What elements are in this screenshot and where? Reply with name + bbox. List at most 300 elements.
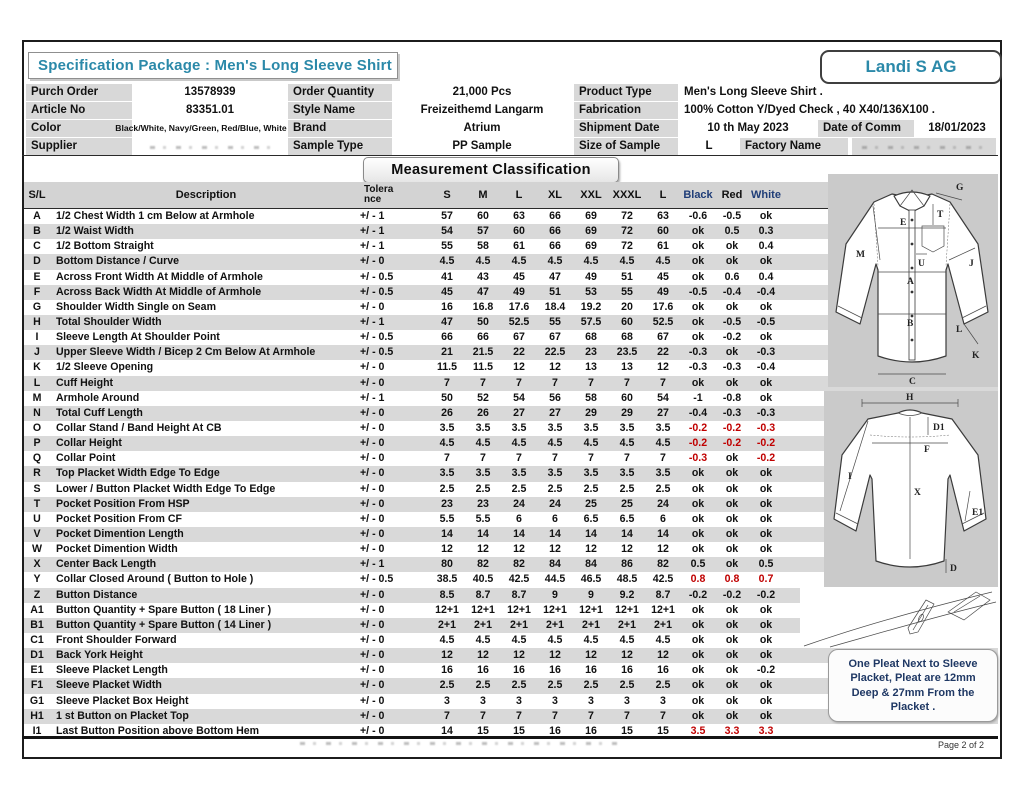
row-size-value: 12+1 [651, 603, 675, 616]
row-size-value: 12 [477, 543, 489, 556]
row-qc-value: 0.6 [724, 270, 740, 283]
row-qc-value: ok [725, 482, 739, 495]
row-qc-value: -0.2 [722, 437, 742, 450]
row-size-value: 82 [513, 558, 525, 571]
row-description: 1 st Button on Placket Top [56, 709, 189, 722]
row-size-value: 7 [624, 709, 630, 722]
color-label: Color [26, 120, 132, 137]
article-no-label: Article No [26, 102, 132, 119]
row-size-value: 7 [444, 709, 450, 722]
row-tolerance: +/ - 0 [360, 664, 385, 677]
sample-type-label: Sample Type [288, 138, 392, 155]
row-size-value: 12 [621, 649, 633, 662]
row-size-value: 12+1 [579, 603, 603, 616]
row-size-value: 54 [657, 391, 669, 404]
back-label-X: X [914, 488, 921, 498]
row-qc-value: -0.8 [722, 391, 742, 404]
row-size-value: 56 [549, 391, 561, 404]
row-size-value: 68 [621, 331, 633, 344]
row-size-value: 12 [549, 361, 561, 374]
row-size-value: 2.5 [619, 482, 635, 495]
row-size-value: 4.5 [475, 634, 491, 646]
row-size-value: 14 [477, 528, 489, 541]
row-tolerance: +/ - 0 [360, 679, 385, 692]
row-size-value: 6 [660, 512, 666, 525]
row-size-value: 11.5 [472, 361, 494, 374]
row-sl: C [33, 240, 41, 253]
row-qc-value: ok [691, 603, 705, 616]
row-size-value: 21 [441, 346, 453, 359]
row-qc-value: -0.2 [722, 588, 742, 601]
col-header-s: S [443, 188, 451, 201]
row-size-value: 22.5 [544, 346, 566, 359]
row-sl: H1 [30, 709, 44, 722]
row-qc-value: -0.5 [722, 210, 742, 223]
row-sl: C1 [30, 634, 44, 646]
col-header-red: Red [721, 188, 743, 201]
row-qc-value: -0.3 [688, 346, 708, 359]
row-qc-value: 0.3 [758, 225, 774, 238]
row-size-value: 8.7 [655, 588, 671, 601]
row-size-value: 60 [513, 225, 525, 238]
row-size-value: 46.5 [580, 573, 602, 586]
row-size-value: 72 [621, 210, 633, 223]
row-size-value: 5.5 [439, 512, 455, 525]
row-qc-value: ok [725, 240, 739, 253]
row-size-value: 52.5 [508, 316, 530, 329]
row-sl: F1 [30, 679, 44, 692]
row-size-value: 7 [444, 376, 450, 389]
row-qc-value: -0.4 [756, 361, 776, 374]
row-sl: D1 [30, 649, 44, 662]
row-qc-value: ok [759, 679, 773, 692]
row-size-value: 12+1 [543, 603, 567, 616]
row-qc-value: -0.3 [756, 422, 776, 435]
row-size-value: 7 [624, 376, 630, 389]
row-qc-value: ok [759, 694, 773, 707]
row-sl: G [32, 300, 42, 313]
row-size-value: 14 [585, 528, 597, 541]
col-header-xxxl: XXXL [612, 188, 642, 201]
row-qc-value: -0.2 [688, 588, 708, 601]
row-size-value: 86 [621, 558, 633, 571]
row-size-value: 4.5 [439, 437, 455, 450]
front-label-K: K [972, 351, 980, 361]
row-qc-value: 0.5 [690, 558, 706, 571]
row-size-value: 16 [549, 664, 561, 677]
row-size-value: 19.2 [580, 300, 602, 313]
row-size-value: 69 [585, 210, 597, 223]
row-qc-value: -0.4 [688, 406, 708, 419]
row-size-value: 7 [588, 376, 594, 389]
front-label-C: C [909, 377, 916, 387]
row-qc-value: ok [691, 482, 705, 495]
row-description: Collar Stand / Band Height At CB [56, 422, 222, 435]
col-header-black: Black [683, 188, 713, 201]
shipment-date-label: Shipment Date [574, 120, 678, 137]
bottom-smudge [300, 742, 620, 745]
factory-name-smudge [862, 146, 986, 149]
row-size-value: 14 [621, 528, 633, 541]
row-size-value: 42.5 [652, 573, 674, 586]
row-size-value: 4.5 [439, 634, 455, 646]
row-size-value: 3.5 [619, 422, 635, 435]
back-label-D: D [950, 564, 957, 574]
front-label-E: E [900, 218, 907, 228]
row-description: Back York Height [56, 649, 143, 662]
row-sl: Q [32, 452, 42, 465]
row-sl: H [33, 316, 41, 329]
row-size-value: 7 [552, 376, 558, 389]
row-size-value: 7 [480, 709, 486, 722]
row-size-value: 12 [657, 543, 669, 556]
row-size-value: 7 [516, 376, 522, 389]
row-size-value: 12+1 [435, 603, 459, 616]
row-description: Shoulder Width Single on Seam [56, 300, 216, 313]
row-qc-value: ok [725, 558, 739, 571]
note-box [828, 649, 998, 722]
row-size-value: 45 [657, 270, 669, 283]
row-tolerance: +/ - 0 [360, 255, 385, 268]
row-tolerance: +/ - 0 [360, 512, 385, 525]
row-size-value: 23 [441, 497, 453, 510]
row-qc-value: ok [691, 618, 705, 631]
row-size-value: 4.5 [511, 634, 527, 646]
row-tolerance: +/ - 0 [360, 649, 385, 662]
row-sl: O [32, 422, 42, 435]
row-size-value: 67 [549, 331, 561, 344]
row-qc-value: ok [759, 376, 773, 389]
row-size-value: 2.5 [475, 679, 491, 692]
row-size-value: 3.5 [511, 467, 527, 480]
row-qc-value: 0.4 [758, 270, 774, 283]
col-header-xxl: XXL [580, 188, 602, 201]
row-size-value: 40.5 [472, 573, 494, 586]
row-description: Button Quantity + Spare Button ( 18 Liner ) [56, 603, 272, 616]
row-size-value: 4.5 [439, 255, 455, 268]
row-qc-value: ok [725, 709, 739, 722]
row-sl: X [33, 558, 41, 571]
row-size-value: 57 [441, 210, 453, 223]
row-size-value: 15 [621, 724, 633, 737]
row-description: Button Quantity + Spare Button ( 14 Liner ) [56, 618, 272, 631]
row-size-value: 43 [477, 270, 489, 283]
row-size-value: 3.5 [655, 422, 671, 435]
row-size-value: 66 [477, 331, 489, 344]
row-size-value: 7 [660, 709, 666, 722]
row-size-value: 3.5 [583, 422, 599, 435]
row-size-value: 72 [621, 225, 633, 238]
brand-label: Brand [288, 120, 392, 137]
row-size-value: 3 [624, 694, 630, 707]
row-sl: G1 [29, 694, 45, 707]
row-size-value: 82 [477, 558, 489, 571]
row-size-value: 12 [585, 543, 597, 556]
front-label-A: A [907, 277, 914, 287]
row-size-value: 63 [657, 210, 669, 223]
row-qc-value: 3.3 [724, 724, 740, 737]
row-description: Front Shoulder Forward [56, 634, 177, 646]
row-description: Collar Point [56, 452, 116, 465]
row-size-value: 7 [516, 452, 522, 465]
row-size-value: 4.5 [583, 437, 599, 450]
front-label-U: U [918, 259, 925, 269]
style-name-value: Freizeithemd Langarm [420, 104, 544, 116]
row-size-value: 12 [477, 649, 489, 662]
row-size-value: 16 [441, 300, 453, 313]
row-size-value: 49 [657, 285, 669, 298]
row-size-value: 2.5 [619, 679, 635, 692]
row-size-value: 3.5 [511, 422, 527, 435]
row-size-value: 2+1 [510, 618, 528, 631]
row-sl: Z [33, 588, 41, 601]
row-tolerance: +/ - 0.5 [360, 346, 394, 359]
row-size-value: 7 [552, 452, 558, 465]
sleeve-placket-drawing [800, 588, 998, 648]
front-label-J: J [969, 259, 974, 269]
row-size-value: 29 [585, 406, 597, 419]
row-size-value: 63 [513, 210, 525, 223]
row-qc-value: ok [725, 452, 739, 465]
row-size-value: 61 [513, 240, 525, 253]
row-size-value: 68 [585, 331, 597, 344]
row-qc-value: ok [759, 497, 773, 510]
row-size-value: 4.5 [583, 255, 599, 268]
row-qc-value: ok [759, 709, 773, 722]
row-size-value: 4.5 [547, 437, 563, 450]
row-size-value: 16 [657, 664, 669, 677]
row-qc-value: ok [691, 467, 705, 480]
col-header-tolerance: Tolera nce [364, 184, 394, 205]
row-size-value: 4.5 [619, 634, 635, 646]
row-size-value: 60 [621, 391, 633, 404]
row-size-value: 26 [477, 406, 489, 419]
date-of-comm-label: Date of Comm [818, 120, 914, 137]
row-qc-value: ok [725, 497, 739, 510]
row-size-value: 17.6 [508, 300, 530, 313]
row-size-value: 84 [549, 558, 561, 571]
row-tolerance: +/ - 1 [360, 558, 385, 571]
row-size-value: 17.6 [652, 300, 674, 313]
row-tolerance: +/ - 0.5 [360, 331, 394, 344]
row-size-value: 2.5 [547, 482, 563, 495]
row-size-value: 3 [444, 694, 450, 707]
row-size-value: 23.5 [616, 346, 638, 359]
row-size-value: 57.5 [580, 316, 602, 329]
row-size-value: 22 [657, 346, 669, 359]
header-separator [22, 155, 998, 156]
fabrication-value: 100% Cotton Y/Dyed Check , 40 X40/136X100 . [684, 104, 935, 116]
row-size-value: 4.5 [511, 255, 527, 268]
row-qc-value: ok [759, 512, 773, 525]
row-size-value: 47 [477, 285, 489, 298]
row-size-value: 7 [588, 709, 594, 722]
row-size-value: 66 [441, 331, 453, 344]
row-description: Cuff Height [56, 376, 114, 389]
row-size-value: 13 [621, 361, 633, 374]
row-qc-value: ok [691, 649, 705, 662]
row-qc-value: ok [759, 649, 773, 662]
row-size-value: 84 [585, 558, 597, 571]
row-qc-value: ok [691, 694, 705, 707]
row-size-value: 4.5 [475, 437, 491, 450]
shipment-date-value: 10 th May 2023 [707, 122, 789, 134]
row-size-value: 55 [549, 316, 561, 329]
row-size-value: 7 [480, 376, 486, 389]
row-tolerance: +/ - 1 [360, 240, 385, 253]
col-header-xl: XL [547, 188, 563, 201]
row-qc-value: ok [759, 528, 773, 541]
row-size-value: 2+1 [546, 618, 564, 631]
row-qc-value: -0.3 [688, 452, 708, 465]
row-size-value: 3.5 [547, 467, 563, 480]
row-tolerance: +/ - 0.5 [360, 285, 394, 298]
row-tolerance: +/ - 0 [360, 467, 385, 480]
row-size-value: 29 [621, 406, 633, 419]
row-size-value: 7 [444, 452, 450, 465]
row-size-value: 2+1 [474, 618, 492, 631]
row-description: Collar Height [56, 437, 122, 450]
row-size-value: 3 [516, 694, 522, 707]
row-qc-value: ok [725, 694, 739, 707]
row-size-value: 20 [621, 300, 633, 313]
row-qc-value: ok [691, 497, 705, 510]
row-size-value: 7 [552, 709, 558, 722]
page-title: Specification Package : Men's Long Sleeve Shirt [38, 57, 392, 74]
row-sl: S [33, 482, 41, 495]
row-size-value: 51 [549, 285, 561, 298]
row-qc-value: 0.4 [758, 240, 774, 253]
order-qty-value: 21,000 Pcs [452, 86, 512, 98]
row-description: Pocket Position From CF [56, 512, 182, 525]
row-size-value: 6 [516, 512, 522, 525]
row-size-value: 12 [441, 649, 453, 662]
row-size-value: 52.5 [652, 316, 674, 329]
row-qc-value: ok [691, 225, 705, 238]
row-size-value: 27 [657, 406, 669, 419]
row-size-value: 51 [621, 270, 633, 283]
product-type-value: Men's Long Sleeve Shirt . [684, 86, 823, 98]
row-size-value: 3 [552, 694, 558, 707]
row-qc-value: ok [691, 376, 705, 389]
row-tolerance: +/ - 0 [360, 543, 385, 556]
row-size-value: 9 [588, 588, 594, 601]
row-size-value: 12 [441, 543, 453, 556]
shirt-back-drawing [824, 391, 998, 587]
row-size-value: 14 [441, 724, 453, 737]
row-qc-value: -0.2 [722, 422, 742, 435]
sleeve-placket-detail [800, 588, 998, 648]
row-qc-value: ok [759, 255, 773, 268]
page-number: Page 2 of 2 [938, 740, 985, 750]
row-qc-value: ok [759, 467, 773, 480]
col-header-l: L [515, 188, 523, 201]
row-size-value: 48.5 [616, 573, 638, 586]
row-size-value: 2.5 [547, 679, 563, 692]
row-tolerance: +/ - 0 [360, 588, 385, 601]
row-qc-value: ok [759, 331, 773, 344]
row-size-value: 9 [552, 588, 558, 601]
table-bottom-rule [22, 736, 998, 739]
row-size-value: 55 [621, 285, 633, 298]
row-qc-value: 0.8 [690, 573, 706, 586]
row-qc-value: ok [691, 679, 705, 692]
row-size-value: 45 [441, 285, 453, 298]
row-size-value: 66 [549, 210, 561, 223]
row-size-value: 4.5 [583, 634, 599, 646]
row-sl: J [34, 346, 40, 359]
row-description: 1/2 Bottom Straight [56, 240, 154, 253]
row-size-value: 16 [585, 664, 597, 677]
row-qc-value: -0.2 [688, 422, 708, 435]
row-size-value: 4.5 [511, 437, 527, 450]
row-qc-value: ok [691, 270, 705, 283]
row-qc-value: -0.4 [722, 285, 742, 298]
row-tolerance: +/ - 0 [360, 618, 385, 631]
order-qty-label: Order Quantity [288, 84, 392, 101]
row-size-value: 15 [477, 724, 489, 737]
company-name: Landi S AG [865, 57, 957, 76]
row-qc-value: ok [725, 679, 739, 692]
row-description: Total Cuff Length [56, 406, 143, 419]
row-size-value: 27 [513, 406, 525, 419]
row-size-value: 60 [477, 210, 489, 223]
row-size-value: 8.5 [439, 588, 455, 601]
row-tolerance: +/ - 0 [360, 361, 385, 374]
row-size-value: 2.5 [655, 679, 671, 692]
row-description: Across Front Width At Middle of Armhole [56, 270, 263, 283]
row-sl: P [33, 437, 41, 450]
front-label-G: G [956, 183, 964, 193]
row-size-value: 69 [585, 225, 597, 238]
row-qc-value: ok [725, 376, 739, 389]
row-size-value: 47 [441, 316, 453, 329]
row-size-value: 2+1 [654, 618, 672, 631]
row-size-value: 6.5 [583, 512, 599, 525]
row-description: Pocket Dimention Length [56, 528, 184, 541]
row-size-value: 3.5 [547, 422, 563, 435]
row-size-value: 2+1 [618, 618, 636, 631]
supplier-value-redacted [150, 146, 270, 149]
row-qc-value: ok [725, 300, 739, 313]
row-description: Across Back Width At Middle of Armhole [56, 285, 262, 298]
row-qc-value: ok [725, 618, 739, 631]
row-qc-value: -0.2 [722, 331, 742, 344]
row-size-value: 3.5 [655, 467, 671, 480]
row-description: Upper Sleeve Width / Bicep 2 Cm Below At Armhole [56, 346, 316, 359]
row-size-value: 52 [477, 391, 489, 404]
row-tolerance: +/ - 1 [360, 225, 385, 238]
row-qc-value: ok [725, 512, 739, 525]
back-label-H: H [906, 393, 914, 403]
row-qc-value: -0.3 [756, 346, 776, 359]
row-size-value: 4.5 [619, 255, 635, 268]
row-tolerance: +/ - 0 [360, 406, 385, 419]
row-description: Sleeve Placket Length [56, 664, 168, 677]
row-size-value: 12+1 [471, 603, 495, 616]
row-size-value: 7 [660, 376, 666, 389]
row-size-value: 53 [585, 285, 597, 298]
row-qc-value: ok [759, 543, 773, 556]
row-tolerance: +/ - 0 [360, 634, 385, 646]
col-header-l2: L [659, 188, 667, 201]
row-qc-value: ok [691, 634, 705, 646]
row-qc-value: -0.4 [756, 285, 776, 298]
row-qc-value: -0.3 [722, 361, 742, 374]
row-size-value: 12 [549, 649, 561, 662]
row-size-value: 6.5 [619, 512, 635, 525]
back-label-F: F [924, 445, 930, 455]
